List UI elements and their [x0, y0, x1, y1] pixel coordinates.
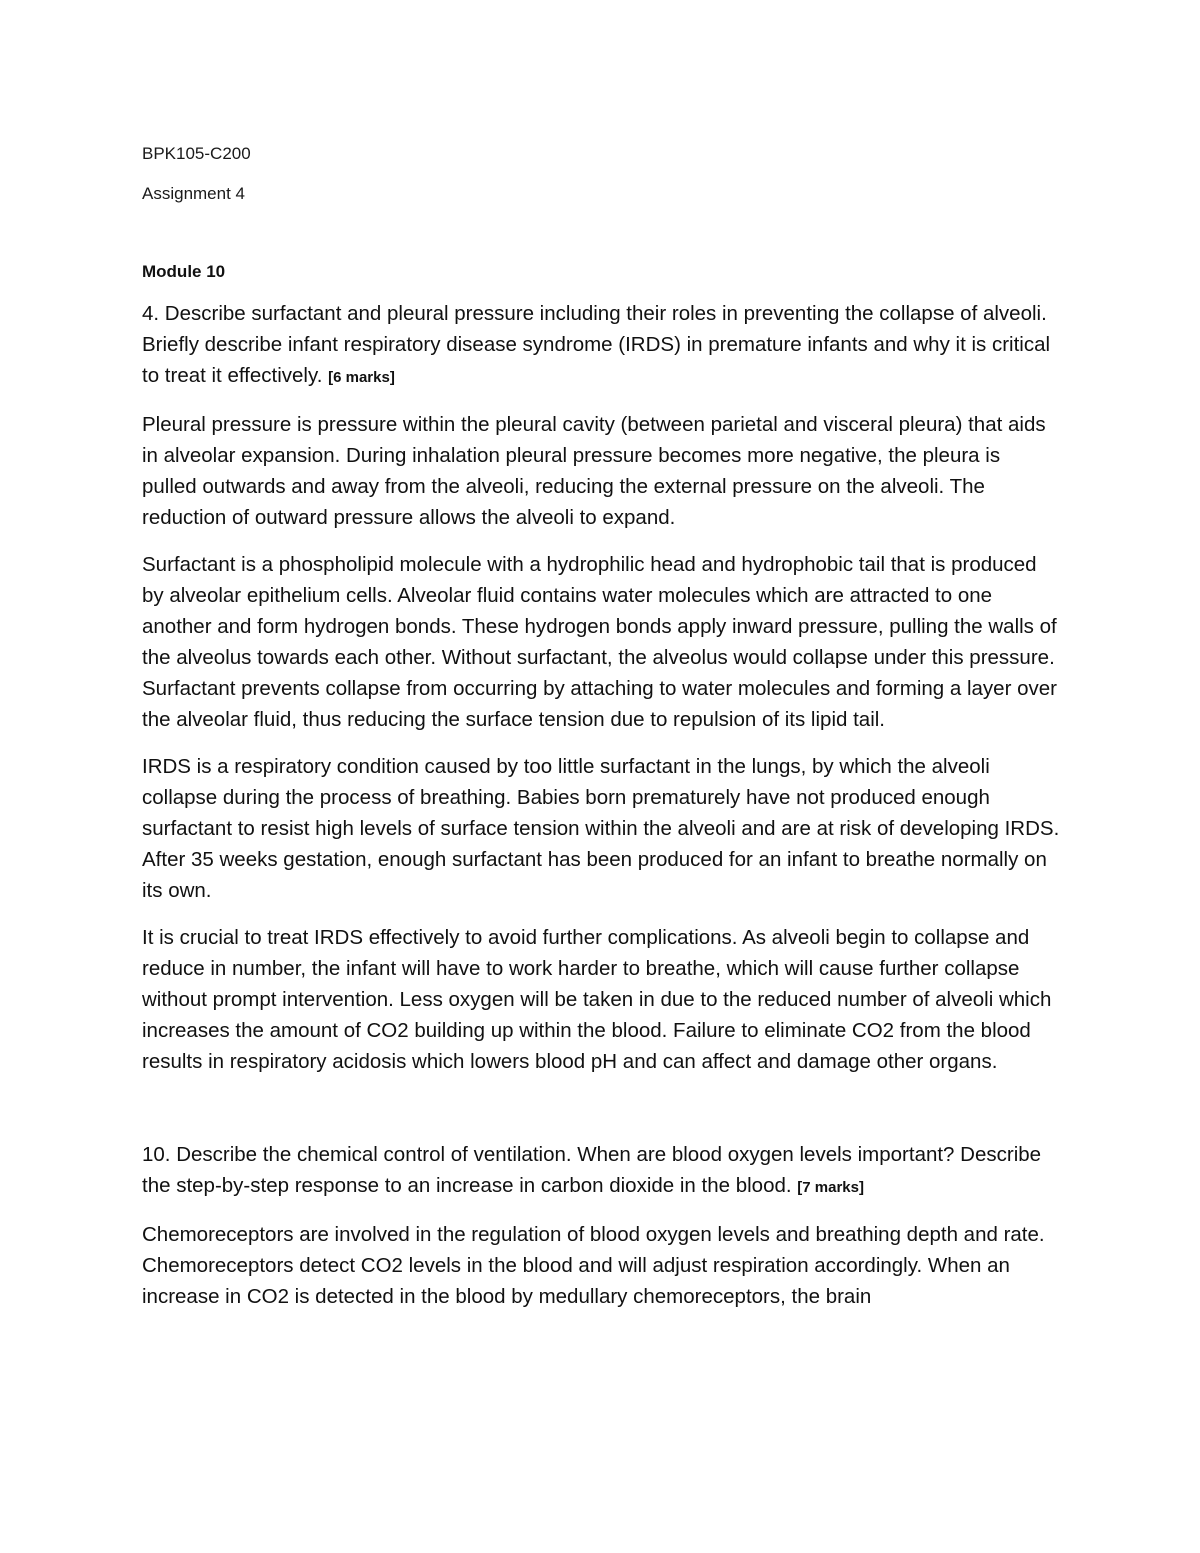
answer-paragraph: IRDS is a respiratory condition caused by too little surfactant in the lungs, by which the alveoli collapse during the process of breathing. Babies born prematurely have not produced enough surfactant to resist high levels of surface tension within the alveoli and are at risk of developing IRDS. After 35 weeks gestation, enough surfactant has been produced for an infant to breathe normally on its own. [142, 755, 1060, 902]
module-heading: Module 10 [142, 262, 226, 281]
question-4-text: 4. Describe surfactant and pleural pressure including their roles in preventing the collapse of alveoli. Briefly describe infant respiratory disease syndrome (IRDS) in premature infants and why it is critical to treat it effectively. [142, 302, 1051, 387]
question-10-text: 10. Describe the chemical control of ventilation. When are blood oxygen levels important? Describe the step-by-step response to an increase in carbon dioxide in the blood. [142, 1143, 1042, 1197]
answer-paragraph: Surfactant is a phospholipid molecule with a hydrophilic head and hydrophobic tail that is produced by alveolar epithelium cells. Alveolar fluid contains water molecules which are attracted to one another and form hydrogen bonds. These hydrogen bonds apply inward pressure, pulling the walls of the alveolus towards each other. Without surfactant, the alveolus would collapse under this pressure. Surfactant prevents collapse from occurring by attaching to water molecules and forming a layer over the alveolar fluid, thus reducing the surface tension due to repulsion of its lipid tail. [142, 553, 1057, 731]
answer-paragraph: Pleural pressure is pressure within the pleural cavity (between parietal and visceral pleura) that aids in alveolar expansion. During inhalation pleural pressure becomes more negative, the pleura is pulled outwards and away from the alveoli, reducing the external pressure on the alveoli. The reduction of outward pressure allows the alveoli to expand. [142, 413, 1046, 529]
question-4-marks: [6 marks] [328, 369, 395, 386]
document-body [142, 142, 1060, 1328]
answer-paragraph: It is crucial to treat IRDS effectively to avoid further complications. As alveoli begin to collapse and reduce in number, the infant will have to work harder to breathe, which will cause further collapse without prompt intervention. Less oxygen will be taken in due to the reduced number of alveoli which increases the amount of CO2 building up within the blood. Failure to eliminate CO2 from the blood results in respiratory acidosis which lowers blood pH and can affect and damage other organs. [142, 926, 1052, 1073]
question-4 [142, 298, 1060, 393]
course-code: BPK105-C200 [142, 144, 251, 163]
question-10 [142, 1139, 1060, 1203]
section-spacer [142, 1093, 1060, 1139]
assignment-title: Assignment 4 [142, 184, 245, 203]
question-10-marks: [7 marks] [797, 1179, 864, 1196]
answer-paragraph: Chemoreceptors are involved in the regulation of blood oxygen levels and breathing depth and rate. Chemoreceptors detect CO2 levels in the blood and will adjust respiration accordingly. When an increase in CO2 is detected in the blood by medullary chemoreceptors, the brain [142, 1223, 1045, 1308]
